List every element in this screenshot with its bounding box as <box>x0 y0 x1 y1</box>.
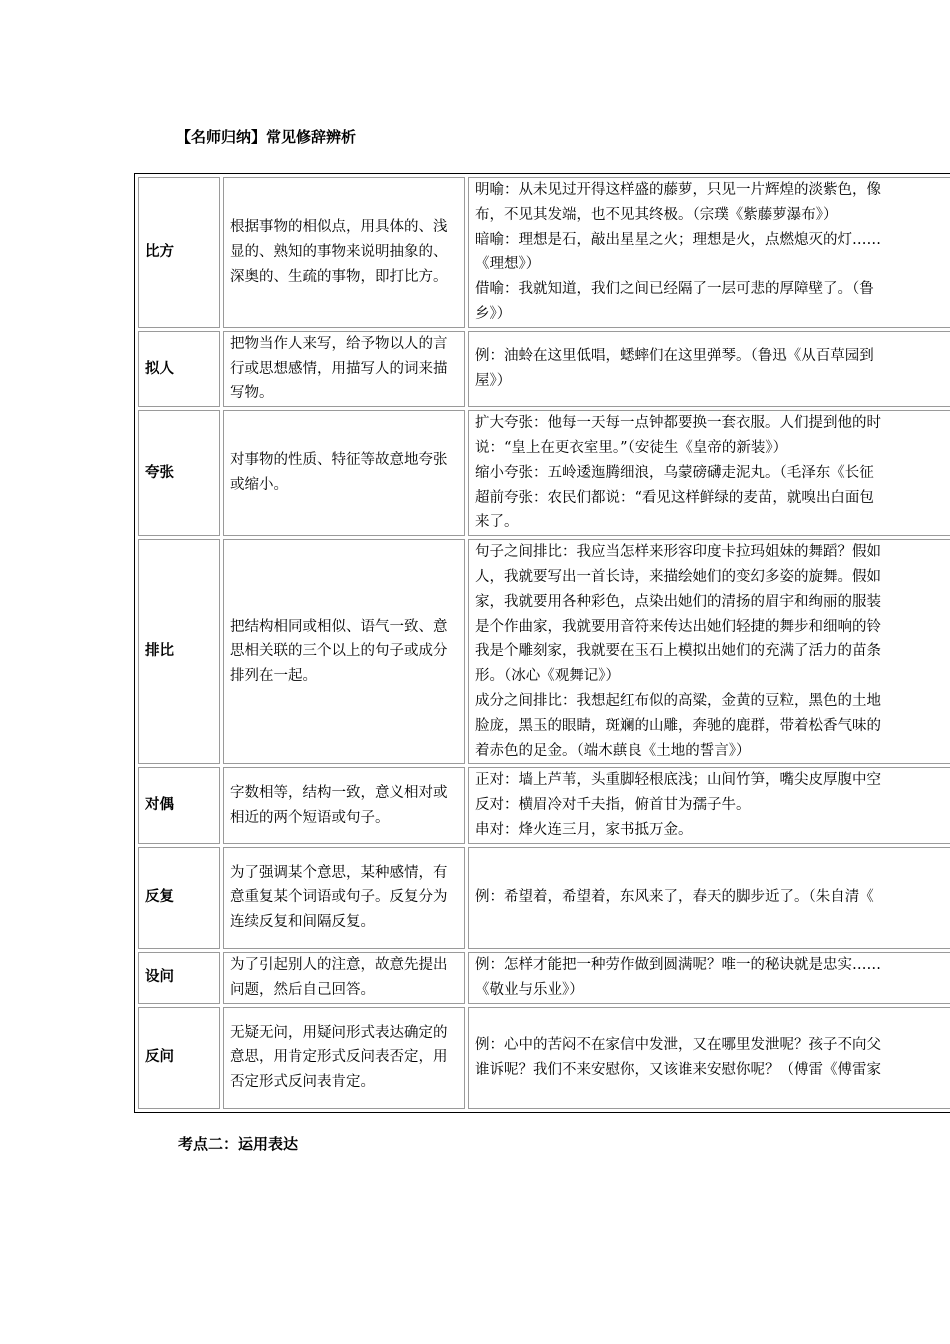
table-row <box>138 177 950 328</box>
example-line: 缩小夸张：五岭逶迤腾细浪，乌蒙磅礴走泥丸。（毛泽东《长征 <box>475 464 874 481</box>
example-line: 脸庞，黑玉的眼睛，斑斓的山雕，奔驰的鹿群，带着松香气味的 <box>475 717 881 734</box>
example-line: 例：心中的苦闷不在家信中发泄，又在哪里发泄呢？孩子不向父 <box>475 1036 881 1053</box>
term-cell: 比方 <box>138 177 220 328</box>
definition-cell: 对事物的性质、特征等故意地夸张或缩小。 <box>223 410 465 536</box>
table-row <box>138 847 950 949</box>
example-line: 正对：墙上芦苇，头重脚轻根底浅；山间竹笋，嘴尖皮厚腹中空 <box>475 772 881 789</box>
table-row <box>138 539 950 764</box>
example-line: 明喻：从未见过开得这样盛的藤萝，只见一片辉煌的淡紫色，像 <box>475 182 881 198</box>
definition-cell: 字数相等，结构一致，意义相对或相近的两个短语或句子。 <box>223 767 465 843</box>
example-cell <box>468 539 950 764</box>
example-cell <box>468 410 950 536</box>
definition-cell: 根据事物的相似点，用具体的、浅显的、熟知的事物来说明抽象的、深奥的、生疏的事物，即打比方。 <box>223 177 465 328</box>
example-line: 反对：横眉冷对千夫指，俯首甘为孺子牛。 <box>475 797 751 814</box>
definition-cell: 把物当作人来写，给予物以人的言行或思想感情，用描写人的词来描写物。 <box>223 331 465 407</box>
example-line: 扩大夸张：他每一天每一点钟都要换一套衣服。人们提到他的时 <box>475 415 881 432</box>
example-line: 《理想》） <box>475 256 541 273</box>
example-line: 例：希望着，希望着，东风来了，春天的脚步近了。（朱自清《 <box>475 889 874 906</box>
term-cell: 拟人 <box>138 331 220 407</box>
term-cell: 反问 <box>138 1007 220 1109</box>
example-line: 家，我就要用各种彩色，点染出她们的清扬的眉宇和绚丽的服装 <box>475 593 881 610</box>
definition-cell: 无疑无问，用疑问形式表达确定的意思，用肯定形式反问表否定，用否定形式反问表肯定。 <box>223 1007 465 1109</box>
table-row <box>138 1007 950 1109</box>
example-line: 成分之间排比：我想起红布似的高粱，金黄的豆粒，黑色的土地 <box>475 692 881 709</box>
example-cell <box>468 767 950 843</box>
example-line: 借喻：我就知道，我们之间已经隔了一层可悲的厚障壁了。（鲁 <box>475 281 874 298</box>
example-cell <box>468 1007 950 1109</box>
example-line: 布，不见其发端，也不见其终极。（宗璞《紫藤萝瀑布》） <box>475 206 838 223</box>
term-cell: 排比 <box>138 539 220 764</box>
definition-cell: 为了强调某个意思，某种感情，有意重复某个词语或句子。反复分为连续反复和间隔反复。 <box>223 847 465 949</box>
term-cell: 反复 <box>138 847 220 949</box>
example-line: 乡》） <box>475 305 512 322</box>
rhetoric-table <box>134 173 950 1113</box>
example-line: 句子之间排比：我应当怎样来形容印度卡拉玛姐妹的舞蹈？假如 <box>475 544 881 561</box>
example-line: 屋》） <box>475 372 512 389</box>
definition-cell: 把结构相同或相似、语气一致、意思相关联的三个以上的句子或成分排列在一起。 <box>223 539 465 764</box>
table-row <box>138 410 950 536</box>
example-line: 形。（冰心《观舞记》） <box>475 668 620 685</box>
example-line: 来了。 <box>475 514 519 531</box>
example-line: 我是个雕刻家，我就要在玉石上模拟出她们的充满了活力的苗条 <box>475 643 881 660</box>
definition-cell: 为了引起别人的注意，故意先提出问题，然后自己回答。 <box>223 952 465 1004</box>
example-line: 着赤色的足金。（端木蕻良《土地的誓言》） <box>475 742 751 759</box>
term-cell: 对偶 <box>138 767 220 843</box>
example-line: 谁诉呢？我们不来安慰你，又该谁来安慰你呢？（傅雷《傅雷家 <box>475 1061 881 1078</box>
example-line: 超前夸张：农民们都说：“看见这样鲜绿的麦苗，就嗅出白面包 <box>475 489 874 506</box>
example-cell <box>468 952 950 1004</box>
term-cell: 设问 <box>138 952 220 1004</box>
example-line: 是个作曲家，我就要用音符来传达出她们轻捷的舞步和细响的铃 <box>475 618 881 635</box>
example-line: 串对：烽火连三月，家书抵万金。 <box>475 821 693 838</box>
table-row <box>138 767 950 843</box>
example-cell <box>468 847 950 949</box>
example-line: 《敬业与乐业》） <box>475 981 584 998</box>
term-cell: 夸张 <box>138 410 220 536</box>
table-row <box>138 952 950 1004</box>
section-heading: 【名师归纳】常见修辞辨析 <box>176 128 357 146</box>
section-subheading: 考点二：运用表达 <box>178 1135 299 1153</box>
example-line: 说：“皇上在更衣室里。”（安徒生《皇帝的新装》） <box>475 439 788 456</box>
example-line: 例：怎样才能把一种劳作做到圆满呢？唯一的秘诀就是忠实…… <box>475 956 881 973</box>
example-line: 人，我就要写出一首长诗，来描绘她们的变幻多姿的旋舞。假如 <box>475 568 881 585</box>
example-line: 暗喻：理想是石，敲出星星之火；理想是火，点燃熄灭的灯…… <box>475 231 881 248</box>
table-row <box>138 331 950 407</box>
example-cell <box>468 331 950 407</box>
example-line: 例：油蛉在这里低唱，蟋蟀们在这里弹琴。（鲁迅《从百草园到 <box>475 348 874 365</box>
example-cell <box>468 177 950 328</box>
